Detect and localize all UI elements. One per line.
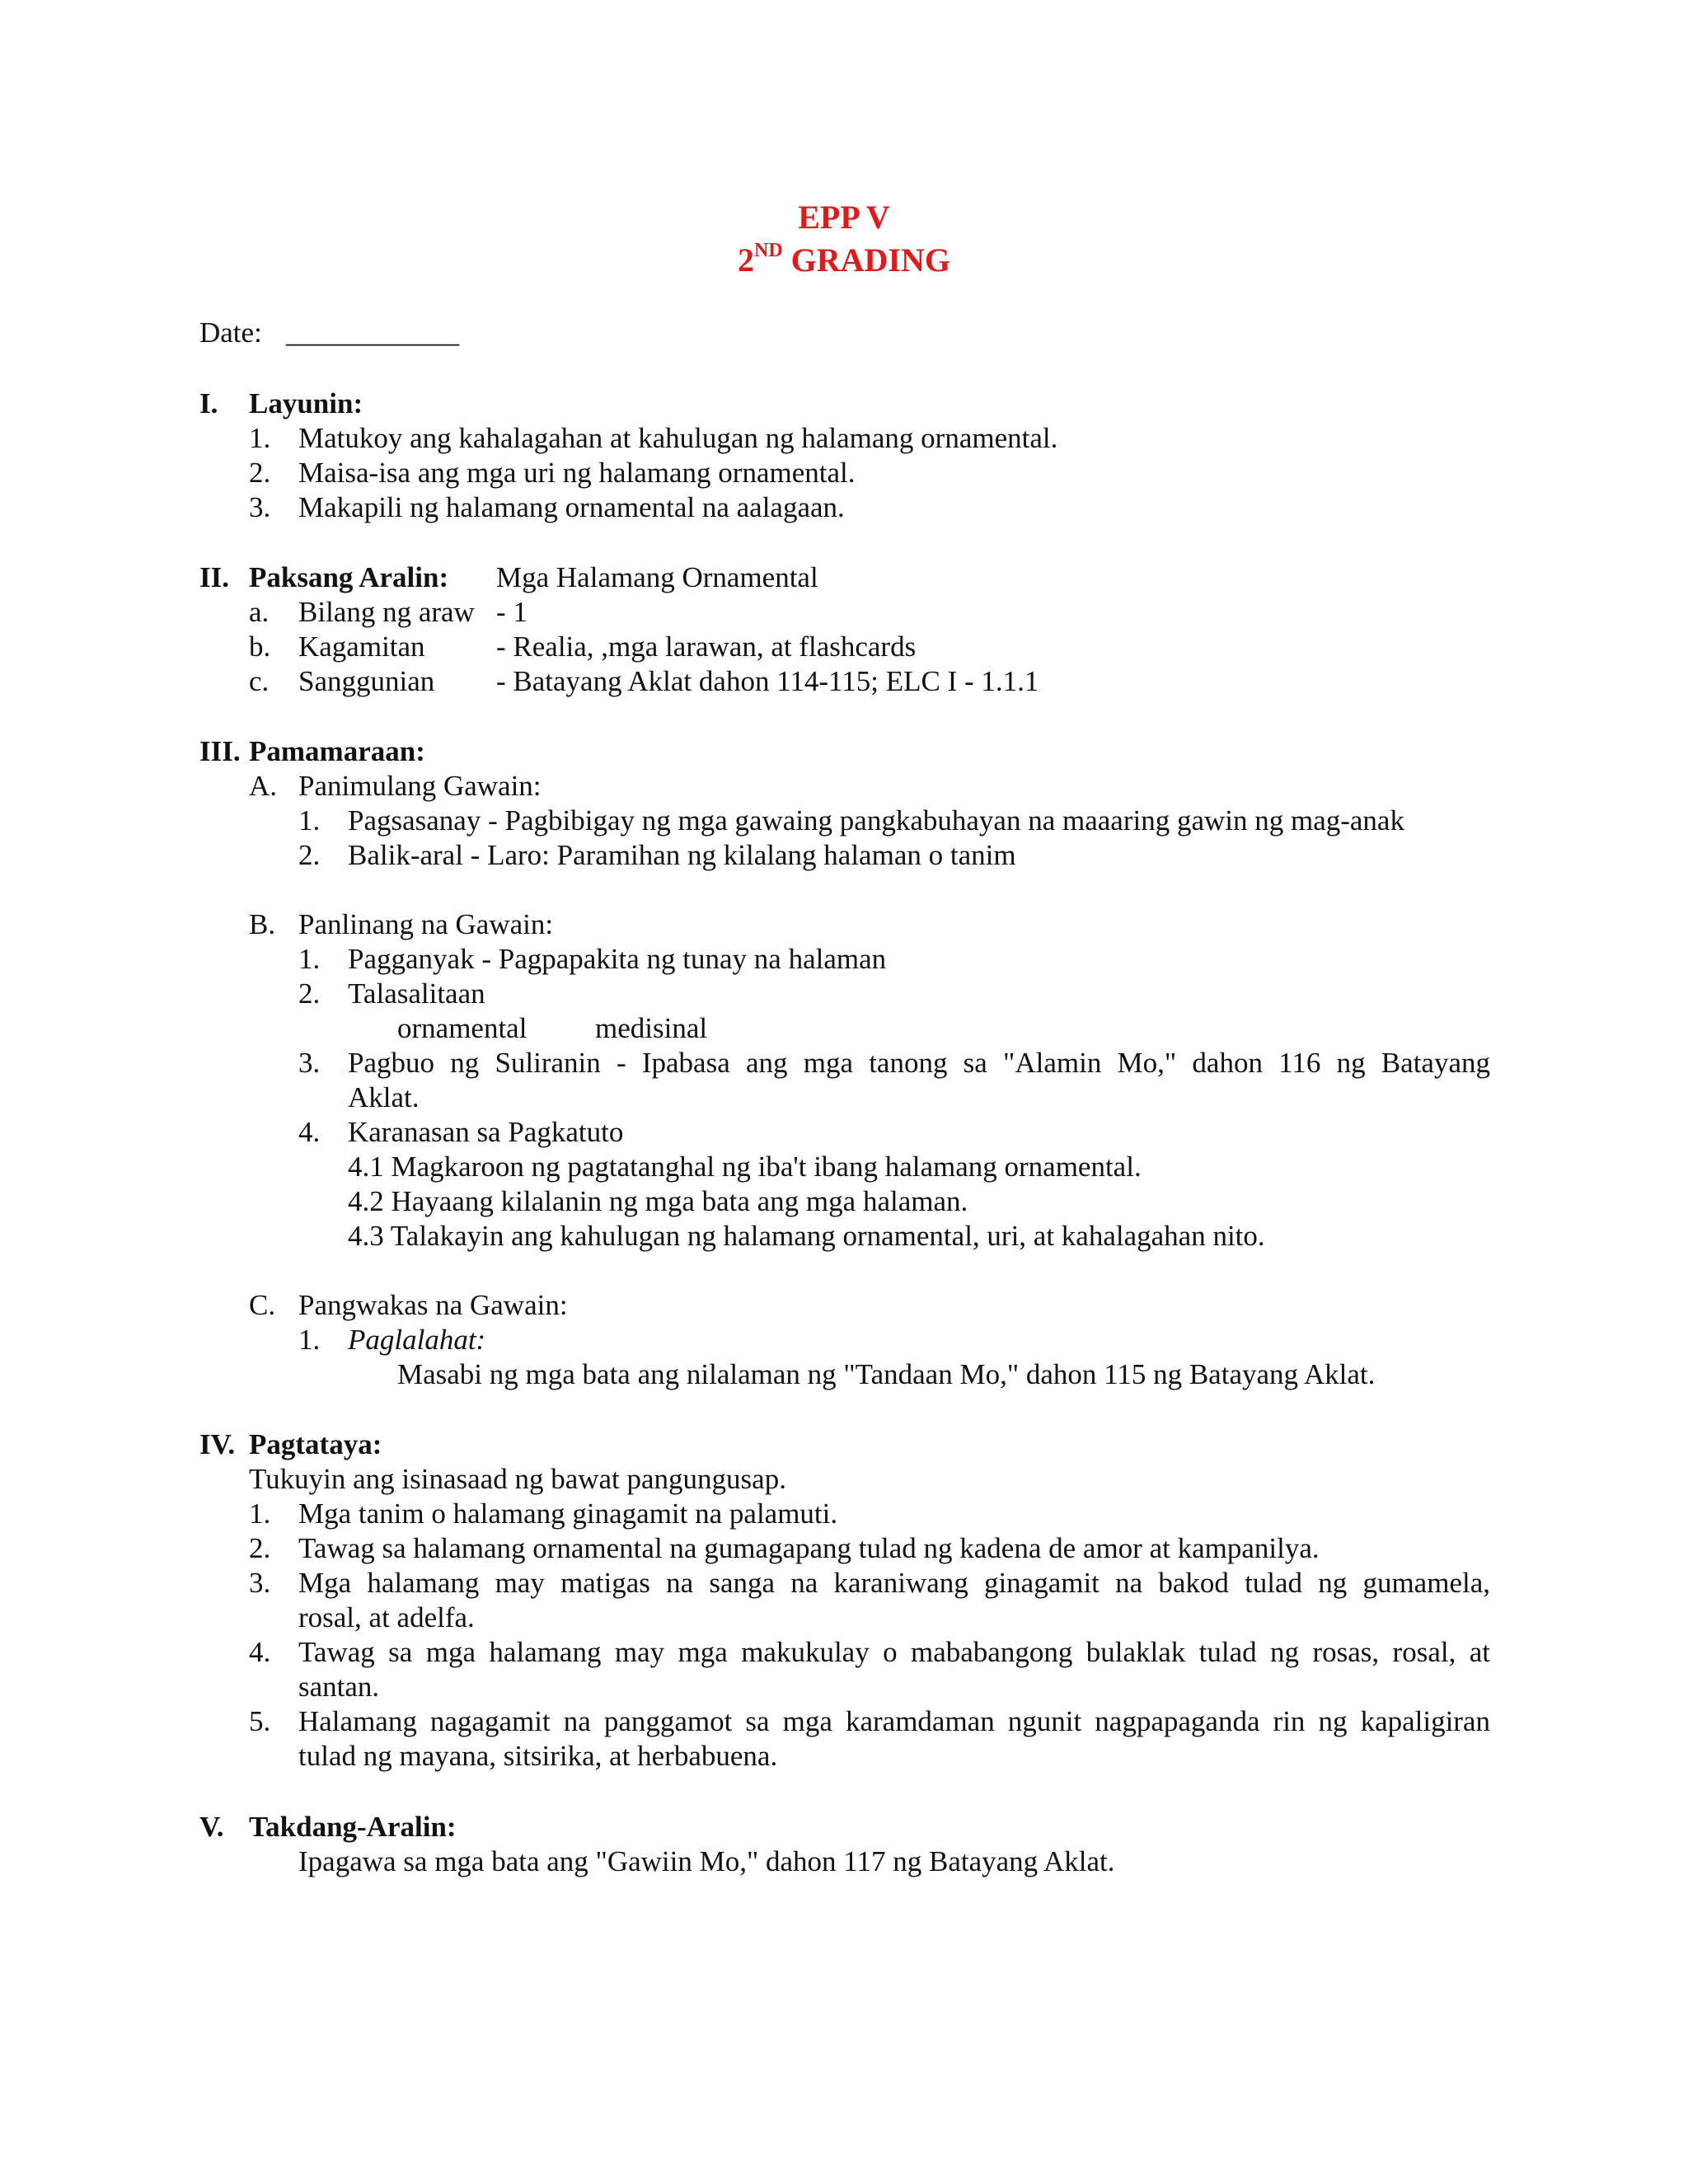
section-2-topic: Mga Halamang Ornamental xyxy=(496,561,818,593)
vocabulary-word: medisinal xyxy=(595,1012,708,1044)
section-4-heading: Pagtataya: xyxy=(249,1428,382,1460)
list-item-text: Matukoy ang kahalagahan at kahulugan ng halamang ornamental. xyxy=(298,422,1058,454)
section-5-heading: Takdang-Aralin: xyxy=(249,1811,457,1843)
date-blank: ____________ xyxy=(286,316,459,349)
list-item-number: 2. xyxy=(249,1532,271,1564)
list-item-text-continuation: rosal, at adelfa. xyxy=(298,1601,475,1633)
section-3-numeral: III. xyxy=(199,735,241,767)
list-item-number: 1. xyxy=(298,943,321,975)
list-item-text: Maisa-isa ang mga uri ng halamang ornamental. xyxy=(298,457,856,489)
list-item-number: 1. xyxy=(249,422,271,454)
section-1-numeral: I. xyxy=(199,387,218,419)
subsection-letter: C. xyxy=(249,1289,276,1321)
list-item-number: 3. xyxy=(249,1567,271,1599)
list-item-text: Mga halamang may matigas na sanga na karaniwang ginagamit na bakod tulad ng gumamela, xyxy=(298,1567,1490,1599)
list-item-number: 4. xyxy=(249,1636,271,1668)
list-item-text: Paglalahat: xyxy=(348,1324,486,1356)
sub-list-item: 4.3 Talakayin ang kahulugan ng halamang ornamental, uri, at kahalagahan nito. xyxy=(348,1220,1265,1252)
section-5-numeral: V. xyxy=(199,1811,224,1843)
list-item-letter: c. xyxy=(249,665,270,697)
list-item-number: 1. xyxy=(298,1324,321,1356)
list-item-text: Pagganyak - Pagpapakita ng tunay na halaman xyxy=(348,943,887,975)
section-4-intro: Tukuyin ang isinasaad ng bawat pangungusap. xyxy=(249,1463,786,1495)
list-item-text: Makapili ng halamang ornamental na aalagaan. xyxy=(298,491,845,523)
grading-heading xyxy=(0,241,1688,280)
list-item-text-continuation: tulad ng mayana, sitsirika, at herbabuena. xyxy=(298,1740,778,1772)
list-item-number: 1. xyxy=(249,1497,271,1530)
list-item-number: 3. xyxy=(249,491,271,523)
grading-superscript: ND xyxy=(753,239,783,261)
list-item-number: 4. xyxy=(298,1116,321,1148)
subsection-label: Pangwakas na Gawain: xyxy=(298,1289,568,1321)
sub-list-item: 4.2 Hayaang kilalanin ng mga bata ang mga halaman. xyxy=(348,1185,968,1217)
list-item-text: Mga tanim o halamang ginagamit na palamuti. xyxy=(298,1497,838,1530)
section-4-numeral: IV. xyxy=(199,1428,236,1460)
subsection-label: Panimulang Gawain: xyxy=(298,770,542,802)
list-item-letter: b. xyxy=(249,630,271,663)
list-item-value: - Realia, ,mga larawan, at flashcards xyxy=(496,630,917,663)
list-item-label: Kagamitan xyxy=(298,630,425,663)
list-item-text: Tawag sa mga halamang may mga makukulay o mababangong bulaklak tulad ng rosas, rosal, at xyxy=(298,1636,1490,1668)
list-item-label: Sanggunian xyxy=(298,665,435,697)
section-5-text: Ipagawa sa mga bata ang "Gawiin Mo," dahon 117 ng Batayang Aklat. xyxy=(298,1845,1115,1877)
list-item-text: Balik-aral - Laro: Paramihan ng kilalang halaman o tanim xyxy=(348,839,1016,871)
grading-number: 2 xyxy=(737,241,754,279)
subsection-letter: A. xyxy=(249,770,278,802)
subsection-letter: B. xyxy=(249,908,276,940)
list-item-number: 1. xyxy=(298,804,321,837)
date-label: Date: xyxy=(199,316,262,349)
section-3-heading: Pamamaraan: xyxy=(249,735,425,767)
vocabulary-word: ornamental xyxy=(397,1012,528,1044)
list-item-number: 2. xyxy=(298,839,321,871)
list-item-detail: Masabi ng mga bata ang nilalaman ng "Tandaan Mo," dahon 115 ng Batayang Aklat. xyxy=(397,1358,1376,1390)
list-item-text: Karanasan sa Pagkatuto xyxy=(348,1116,624,1148)
list-item-number: 2. xyxy=(249,457,271,489)
list-item-number: 5. xyxy=(249,1705,271,1737)
document-title: EPP V xyxy=(798,199,890,236)
section-1-heading: Layunin: xyxy=(249,387,363,419)
sub-list-item: 4.1 Magkaroon ng pagtatanghal ng iba't ibang halamang ornamental. xyxy=(348,1151,1142,1183)
list-item-value: - Batayang Aklat dahon 114-115; ELC I - 1.1.1 xyxy=(496,665,1039,697)
list-item-label: Bilang ng araw xyxy=(298,596,475,628)
list-item-text-continuation: santan. xyxy=(298,1671,380,1703)
list-item-text: Pagsasanay - Pagbibigay ng mga gawaing pangkabuhayan na maaaring gawin ng mag-anak xyxy=(348,804,1404,837)
list-item-text-continuation: Aklat. xyxy=(348,1081,420,1113)
grading-text: GRADING xyxy=(790,241,950,279)
section-2-numeral: II. xyxy=(199,561,229,593)
list-item-text: Halamang nagagamit na panggamot sa mga karamdaman ngunit nagpapaganda rin ng kapaligiran xyxy=(298,1705,1490,1737)
list-item-text: Tawag sa halamang ornamental na gumagapang tulad ng kadena de amor at kampanilya. xyxy=(298,1532,1320,1564)
list-item-value: - 1 xyxy=(496,596,528,628)
list-item-text: Talasalitaan xyxy=(348,977,485,1010)
list-item-letter: a. xyxy=(249,596,270,628)
subsection-label: Panlinang na Gawain: xyxy=(298,908,554,940)
list-item-text: Pagbuo ng Suliranin - Ipabasa ang mga tanong sa "Alamin Mo," dahon 116 ng Batayang xyxy=(348,1047,1490,1079)
section-2-heading: Paksang Aralin: xyxy=(249,561,449,593)
list-item-number: 3. xyxy=(298,1047,321,1079)
list-item-number: 2. xyxy=(298,977,321,1010)
